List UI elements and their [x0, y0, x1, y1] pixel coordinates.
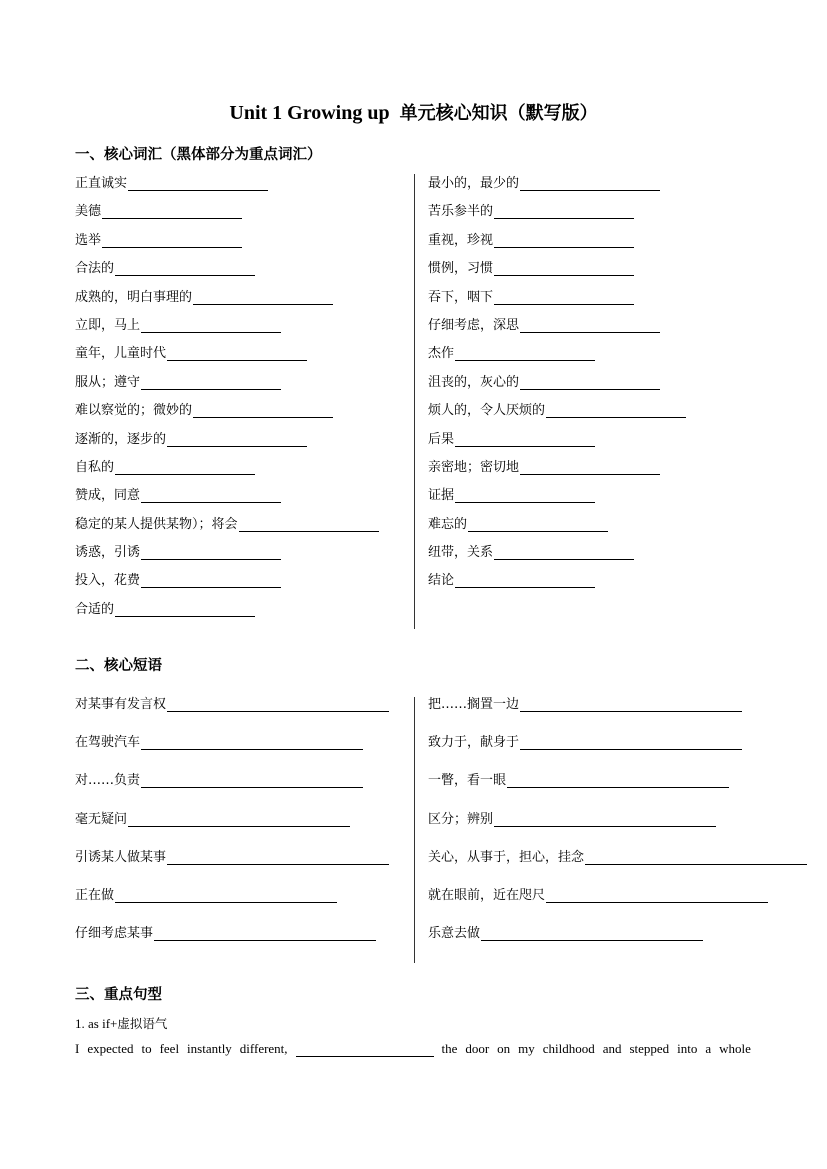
- sentence-pattern-suffix: 虚拟语气: [117, 1016, 168, 1031]
- vocab-item: [75, 288, 379, 316]
- answer-blank[interactable]: [520, 733, 742, 750]
- phrase-item: [428, 733, 807, 771]
- answer-blank[interactable]: [141, 543, 281, 560]
- vocab-item-label: 赞成，同意: [75, 488, 141, 504]
- vocab-item-label: 难忘的: [428, 516, 468, 532]
- answer-blank[interactable]: [455, 344, 595, 361]
- sentence-word: door: [465, 1041, 490, 1056]
- vocab-item-label: 服从；遵守: [75, 374, 141, 390]
- phrase-item: [75, 810, 389, 848]
- answer-blank[interactable]: [494, 810, 716, 827]
- answer-blank[interactable]: [520, 458, 660, 475]
- sentence-word: the: [441, 1041, 458, 1056]
- vocab-item: [428, 430, 686, 458]
- phrase-item: [428, 771, 807, 809]
- vocab-item: [428, 174, 686, 202]
- sentence-blank[interactable]: [296, 1042, 434, 1057]
- answer-blank[interactable]: [455, 571, 595, 588]
- answer-blank[interactable]: [546, 886, 768, 903]
- answer-blank[interactable]: [494, 231, 634, 248]
- phrase-item-label: 在驾驶汽车: [75, 735, 141, 751]
- answer-blank[interactable]: [141, 733, 363, 750]
- phrase-item-label: 引诱某人做某事: [75, 849, 167, 865]
- sentence-pattern-prefix: 1. as if+: [75, 1016, 118, 1031]
- vocab-item: [75, 231, 379, 259]
- vocab-item-label: 吞下，咽下: [428, 289, 494, 305]
- answer-blank[interactable]: [141, 373, 281, 390]
- vocab-item: [75, 174, 379, 202]
- answer-blank[interactable]: [455, 486, 595, 503]
- phrase-item-label: 毫无疑问: [75, 811, 128, 827]
- phrase-item-label: 就在眼前，近在咫尺: [428, 887, 546, 903]
- sentence-word: to: [141, 1041, 152, 1056]
- vocab-item-label: 惯例，习惯: [428, 261, 494, 277]
- sentence-word: a: [705, 1041, 712, 1056]
- answer-blank[interactable]: [507, 771, 729, 788]
- vocab-item-label: 童年，儿童时代: [75, 346, 167, 362]
- vocab-item: [75, 202, 379, 230]
- vocab-item: [75, 600, 379, 628]
- sentence-word: my: [518, 1041, 535, 1056]
- answer-blank[interactable]: [115, 886, 337, 903]
- answer-blank[interactable]: [141, 771, 363, 788]
- sentence-word: instantly: [187, 1041, 232, 1056]
- sentence-word: childhood: [542, 1041, 595, 1056]
- phrase-item: [428, 810, 807, 848]
- vocab-item-label: 正直诚实: [75, 176, 128, 191]
- sentence-word: expected: [87, 1041, 134, 1056]
- answer-blank[interactable]: [494, 288, 634, 305]
- vocab-item-label: 美德: [75, 204, 102, 220]
- vocab-item: [75, 430, 379, 458]
- sentence-word: feel: [159, 1041, 180, 1056]
- vocab-left-column: [75, 174, 379, 628]
- answer-blank[interactable]: [128, 174, 268, 191]
- answer-blank[interactable]: [115, 600, 255, 617]
- phrase-item: [428, 695, 807, 733]
- vocab-item: [428, 515, 686, 543]
- vocab-item-label: 杰作: [428, 346, 455, 362]
- phrase-item: [428, 924, 807, 962]
- phrase-item-label: 一瞥，看一眼: [428, 773, 507, 789]
- sentence-word: and: [602, 1041, 622, 1056]
- vocab-item: [75, 344, 379, 372]
- answer-blank[interactable]: [520, 373, 660, 390]
- phrase-item: [75, 771, 389, 809]
- sentence-section-heading: 三、重点句型: [75, 987, 162, 1003]
- vocab-item: [428, 316, 686, 344]
- vocab-item-label: 沮丧的，灰心的: [428, 374, 520, 390]
- phrase-item: [75, 695, 389, 733]
- vocab-item-label: 烦人的，令人厌烦的: [428, 403, 546, 419]
- phrase-section-heading: 二、核心短语: [75, 658, 162, 674]
- answer-blank[interactable]: [520, 174, 660, 191]
- vocab-item-label: 成熟的，明白事理的: [75, 289, 193, 305]
- phrase-item-label: 正在做: [75, 887, 115, 903]
- answer-blank[interactable]: [115, 458, 255, 475]
- vocab-item: [75, 543, 379, 571]
- vocab-right-column: [428, 174, 686, 600]
- answer-blank[interactable]: [546, 401, 686, 418]
- vocab-item: [428, 259, 686, 287]
- vocab-item-label: 最小的，最少的: [428, 176, 520, 191]
- vocab-item: [428, 373, 686, 401]
- sentence-pattern-title: [75, 1014, 167, 1032]
- phrase-item-label: 对某事有发言权: [75, 697, 167, 712]
- phrase-item-label: 对……负责: [75, 773, 141, 789]
- vocab-item-label: 合适的: [75, 601, 115, 617]
- vocab-item: [428, 543, 686, 571]
- phrase-right-column: [428, 695, 807, 962]
- phrase-item-label: 乐意去做: [428, 926, 481, 942]
- answer-blank[interactable]: [193, 401, 333, 418]
- answer-blank[interactable]: [141, 571, 281, 588]
- vocab-item: [428, 344, 686, 372]
- sentence-word: different,: [239, 1041, 288, 1056]
- answer-blank[interactable]: [520, 695, 742, 712]
- vocab-item-label: 稳定的某人提供某物）；将会: [75, 516, 238, 532]
- answer-blank[interactable]: [128, 810, 350, 827]
- phrase-item: [428, 848, 807, 886]
- answer-blank[interactable]: [193, 288, 333, 305]
- vocab-item: [428, 486, 686, 514]
- vocab-item-label: 苦乐参半的: [428, 204, 494, 220]
- vocab-item-label: 纽带，关系: [428, 545, 494, 561]
- vocab-item-label: 逐渐的，逐步的: [75, 431, 167, 447]
- vocab-item: [428, 401, 686, 429]
- phrase-column-divider: [414, 697, 415, 963]
- answer-blank[interactable]: [102, 231, 242, 248]
- answer-blank[interactable]: [468, 515, 608, 532]
- answer-blank[interactable]: [167, 848, 389, 865]
- vocab-item: [428, 231, 686, 259]
- vocab-item: [75, 373, 379, 401]
- vocab-item: [75, 515, 379, 543]
- vocab-item-label: 亲密地；密切地: [428, 459, 520, 475]
- phrase-item-label: 仔细考虑某事: [75, 926, 154, 942]
- vocab-item: [75, 401, 379, 429]
- phrase-item-label: 区分；辨别: [428, 811, 494, 827]
- vocab-item-label: 证据: [428, 488, 455, 504]
- vocab-item-label: 难以察觉的；微妙的: [75, 403, 193, 419]
- answer-blank[interactable]: [115, 259, 255, 276]
- vocab-section-heading: 一、核心词汇（黑体部分为重点词汇）: [75, 147, 322, 163]
- vocab-item-label: 后果: [428, 431, 455, 447]
- vocab-item-label: 仔细考虑，深思: [428, 317, 520, 333]
- phrase-item: [75, 733, 389, 771]
- vocab-item-label: 诱惑，引诱: [75, 545, 141, 561]
- vocab-item: [428, 458, 686, 486]
- vocab-item-label: 投入，花费: [75, 573, 141, 589]
- answer-blank[interactable]: [585, 848, 807, 865]
- answer-blank[interactable]: [494, 202, 634, 219]
- sentence-word: into: [677, 1041, 698, 1056]
- answer-blank[interactable]: [154, 924, 376, 941]
- vocab-item-label: 重视，珍视: [428, 232, 494, 248]
- vocab-item: [75, 259, 379, 287]
- title-unit: Unit 1 Growing up: [229, 102, 390, 124]
- vocab-item: [428, 571, 686, 599]
- title-subtitle: 单元核心知识（默写版）: [399, 103, 598, 124]
- vocab-item: [75, 486, 379, 514]
- answer-blank[interactable]: [167, 344, 307, 361]
- vocab-item-label: 立即，马上: [75, 317, 141, 333]
- page-title: [0, 99, 827, 125]
- answer-blank[interactable]: [141, 486, 281, 503]
- vocab-item-label: 自私的: [75, 459, 115, 475]
- vocab-item: [428, 288, 686, 316]
- vocab-item-label: 合法的: [75, 261, 115, 277]
- answer-blank[interactable]: [481, 924, 703, 941]
- answer-blank[interactable]: [520, 316, 660, 333]
- answer-blank[interactable]: [494, 543, 634, 560]
- answer-blank[interactable]: [141, 316, 281, 333]
- sentence-word: stepped: [629, 1041, 670, 1056]
- vocab-item-label: 选举: [75, 232, 102, 248]
- phrase-item: [428, 886, 807, 924]
- vocab-item: [75, 316, 379, 344]
- answer-blank[interactable]: [239, 515, 379, 532]
- phrase-left-column: [75, 695, 389, 962]
- vocab-item: [75, 458, 379, 486]
- sentence-word: I: [75, 1041, 80, 1056]
- answer-blank[interactable]: [455, 430, 595, 447]
- phrase-item-label: 致力于，献身于: [428, 735, 520, 751]
- vocab-column-divider: [414, 174, 415, 629]
- phrase-item: [75, 924, 389, 962]
- phrase-item: [75, 848, 389, 886]
- phrase-item: [75, 886, 389, 924]
- answer-blank[interactable]: [167, 430, 307, 447]
- answer-blank[interactable]: [494, 259, 634, 276]
- answer-blank[interactable]: [102, 202, 242, 219]
- vocab-item-label: 结论: [428, 573, 455, 589]
- vocab-item: [428, 202, 686, 230]
- answer-blank[interactable]: [167, 695, 389, 712]
- phrase-item-label: 关心，从事于，担心，挂念: [428, 849, 585, 865]
- sentence-line: [75, 1041, 751, 1057]
- sentence-word: on: [497, 1041, 511, 1056]
- sentence-word: whole: [719, 1041, 751, 1056]
- phrase-item-label: 把……搁置一边: [428, 697, 520, 712]
- vocab-item: [75, 571, 379, 599]
